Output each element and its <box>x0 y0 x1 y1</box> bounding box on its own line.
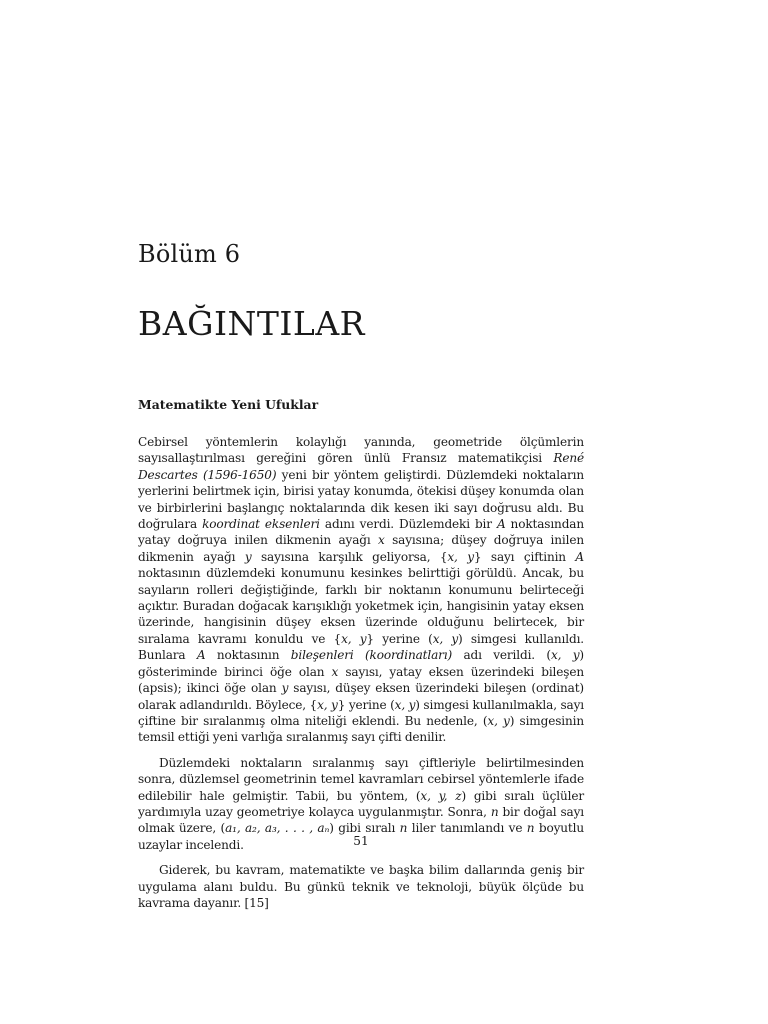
paragraph-1: Cebirsel yöntemlerin kolaylığı yanında, geometride ölçümlerin sayısallaştırılması gereğini gören ünlü Fransız matematikçisi René Descartes (1596-1650) yeni bir yöntem geliştirdi. Düzlemdeki noktaların yerlerini belirtmek için, birisi yatay konumda, ötekisi düşey konumda olan ve birbirlerini başlangıç noktalarında dik kesen iki sayı doğrusu aldı. Bu doğrulara koordinat eksenleri adını verdi. Düzlemdeki bir A noktasından yatay doğruya inilen dikmenin ayağı x sayısına; düşey doğruya inilen dikmenin ayağı y sayısına karşılık geliyorsa, {x, y} sayı çiftinin A noktasının düzlemdeki konumunu kesinkes belirttiği görüldü. Ancak, bu sayıların rolleri değiştiğinde, farklı bir noktanın konumunu belirteceği açıktır. Buradan doğacak karışıklığı yoketmek için, hangisinin yatay eksen üzerinde, hangisinin düşey eksen üzerinde olduğunu belirtecek, bir sıralama kavramı konuldu ve {x, y} yerine (x, y) simgesi kullanıldı. Bunlara A noktasının bileşenleri (koordinatları) adı verildi. (x, y) gösteriminde birinci öğe olan x sayısı, yatay eksen üzerindeki bileşen (apsis); ikinci öğe olan y sayısı, düşey eksen üzerindeki bileşen (ordinat) olarak adlandırıldı. Böylece, {x, y} yerine (x, y) simgesi kullanılmakla, sayı çiftine bir sıralanmış olma niteliği eklendi. Bu nedenle, (x, y) simgesinin temsil ettiği yeni varlığa sıralanmış sayı çifti denilir. <box>138 435 585 745</box>
chapter-title: BAĞINTILAR <box>138 304 365 343</box>
book-page <box>138 0 584 1024</box>
chapter-number: Bölüm 6 <box>138 240 241 268</box>
paragraph-3: Giderek, bu kavram, matematikte ve başka bilim dallarında geniş bir uygulama alanı buldu. Bu günkü teknik ve teknoloji, büyük ölçüde bu kavrama dayanır. [15] <box>138 863 584 910</box>
section-title: Matematikte Yeni Ufuklar <box>138 397 319 412</box>
paragraph-2: Düzlemdeki noktaların sıralanmış sayı çiftleriyle belirtilmesinden sonra, düzlemsel geometrinin temel kavramları cebirsel yöntemlerle ifade edilebilir hale gelmiştir. Tabii, bu yöntem, (x, y, z) gibi sıralı üçlüler yardımıyla uzay geometriye kolayca uygulanmıştır. Sonra, n bir doğal sayı olmak üzere, (a₁, a₂, a₃, . . . , aₙ) gibi sıralı n liler tanımlandı ve n boyutlu uzaylar incelendi. <box>138 755 584 852</box>
page-number: 51 <box>353 834 369 848</box>
